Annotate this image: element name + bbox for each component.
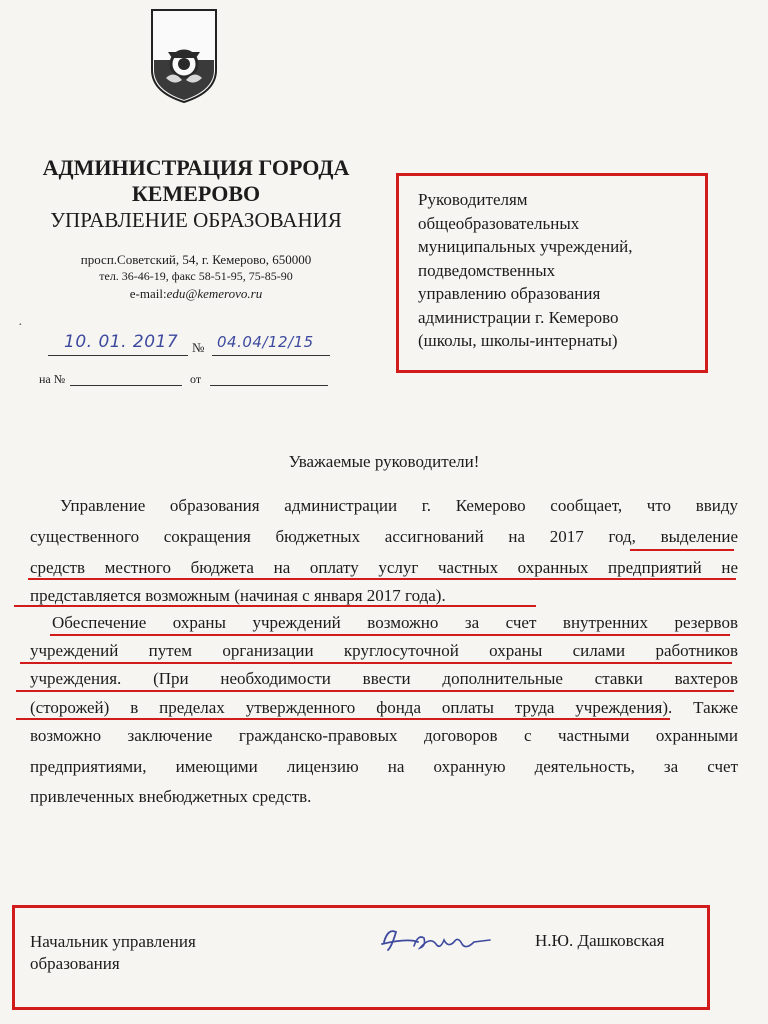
recipient-line: (школы, школы-интернаты)	[418, 331, 618, 350]
signatory-position	[30, 931, 196, 975]
number-underline	[212, 355, 330, 356]
coat-of-arms	[148, 8, 220, 104]
reference-date-line	[210, 385, 328, 386]
recipient-line: подведомственных	[418, 260, 556, 280]
body-line: привлеченных внебюджетных средств.	[30, 787, 312, 806]
body-line: (сторожей) в пределах утвержденного фонда оплаты труда учреждения). Также	[30, 698, 738, 717]
handwritten-date: 10. 01. 2017	[64, 332, 179, 352]
salutation: Уважаемые руководители!	[288, 452, 480, 471]
recipient-line: муниципальных учреждений,	[418, 237, 633, 256]
address: просп.Советский, 54, г. Кемерово, 650000	[80, 252, 312, 267]
red-underline-annotation	[20, 662, 732, 664]
body-line: учреждения. (При необходимости ввести дополнительные ставки вахтеров	[30, 669, 738, 688]
red-underline-annotation	[630, 549, 734, 551]
body-line: средств местного бюджета на оплату услуг частных охранных предприятий не	[30, 558, 738, 577]
signatory-name: Н.Ю. Дашковская	[535, 931, 665, 950]
red-underline-annotation	[16, 718, 670, 720]
city-title: КЕМЕРОВО	[131, 181, 261, 206]
email-line	[30, 285, 362, 302]
reference-label: на №	[39, 372, 66, 386]
recipient-block	[418, 188, 633, 353]
signatory-position-line: образования	[30, 954, 120, 973]
body-line: предприятиями, имеющими лицензию на охранную деятельность, за счет	[30, 757, 738, 776]
red-underline-annotation	[28, 578, 736, 580]
body-line: Обеспечение охраны учреждений возможно за счет внутренних резервов	[52, 613, 738, 632]
recipient-line: Руководителям	[418, 190, 528, 209]
recipient-line: управлению образования	[418, 284, 601, 303]
city-coat-of-arms-icon	[148, 8, 220, 104]
email-label: e-mail:	[129, 286, 167, 301]
administration-title: АДМИНИСТРАЦИЯ ГОРОДА	[42, 155, 350, 180]
email-link[interactable]: edu@kemerovo.ru	[166, 286, 263, 301]
red-underline-annotation	[50, 634, 730, 636]
body-line: представляется возможным (начиная с января 2017 года).	[30, 586, 446, 605]
number-prefix: №	[192, 340, 205, 355]
department-title: УПРАВЛЕНИЕ ОБРАЗОВАНИЯ	[50, 208, 342, 232]
signatory-position-line: Начальник управления	[30, 932, 196, 951]
recipient-line: администрации г. Кемерово	[418, 307, 619, 327]
date-underline	[48, 355, 188, 356]
body-line: Управление образования администрации г. Кемерово сообщает, что ввиду	[60, 496, 738, 515]
body-line: возможно заключение гражданско-правовых договоров с частными охранными	[30, 726, 738, 745]
red-underline-annotation	[16, 690, 734, 692]
margin-mark: ·	[18, 318, 23, 333]
body-line: существенного сокращения бюджетных ассигнований на 2017 год, выделение	[30, 527, 738, 546]
phone-numbers: тел. 36-46-19, факс 58-51-95, 75-85-90	[99, 269, 293, 283]
handwritten-number: 04.04/12/15	[217, 333, 314, 351]
reference-from-label: от	[190, 372, 202, 386]
recipient-line: общеобразовательных	[418, 213, 580, 233]
handwritten-signature	[378, 920, 508, 960]
red-underline-annotation	[14, 605, 536, 607]
body-line: учреждений путем организации круглосуточной охраны силами работников	[30, 641, 738, 660]
reference-number-line	[70, 385, 182, 386]
